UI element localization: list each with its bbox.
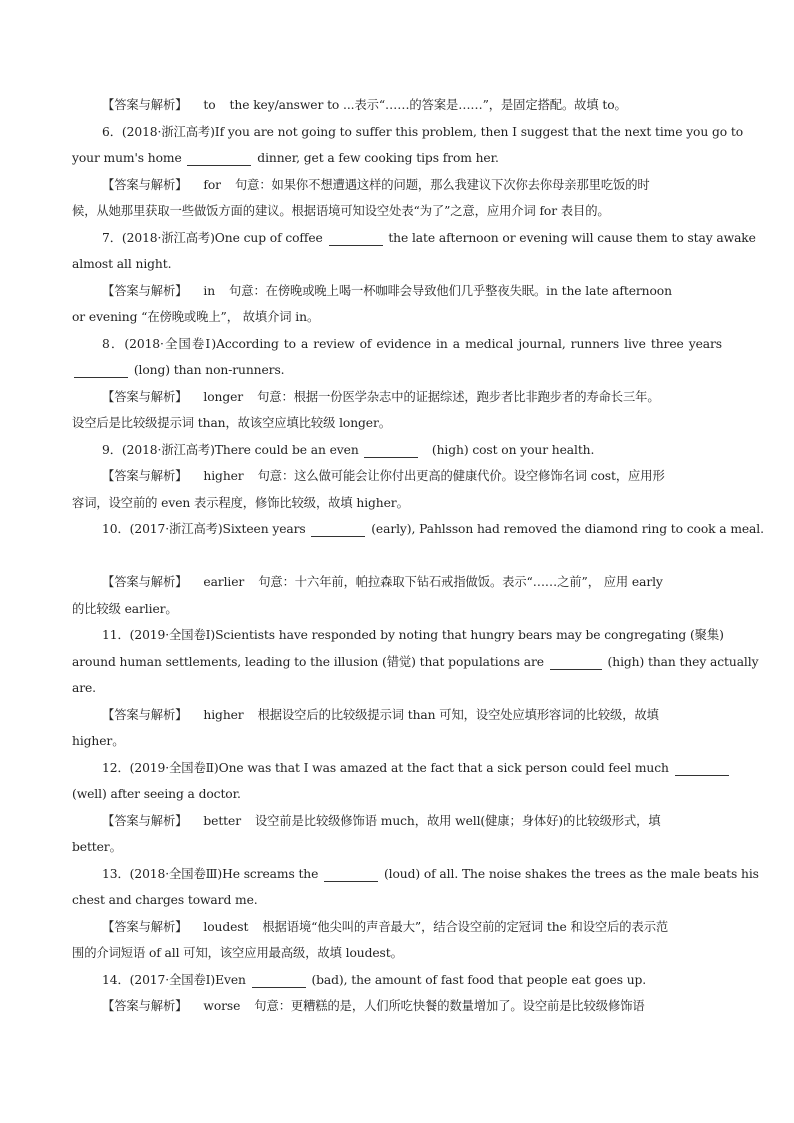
answer-tag: 【答案与解析】 xyxy=(102,469,188,483)
question-10-line-1: 10．(2017·浙江高考)Sixteen years (early), Pahlsson had removed the diamond ring to cook a meal. xyxy=(102,522,764,536)
question-9-line-1: 9．(2018·浙江高考)There could be an even (high) cost on your health. xyxy=(102,442,595,457)
answer-word: worse xyxy=(203,999,241,1013)
answer-9-line-1: 【答案与解析】 higher 句意：这么做可能会让你付出更高的健康代价。设空修饰名词 cost，应用形 xyxy=(72,463,722,490)
question-8-line-1: 8．(2018·全国卷Ⅰ)According to a review of evidence in a medical journal, runners live three years xyxy=(102,336,722,351)
answer-12-line-1: 【答案与解析】 better 设空前是比较级修饰语 much，故用 well(健康；身体好)的比较级形式，填 xyxy=(72,808,722,835)
answer-blank xyxy=(329,229,383,246)
question-13-line-2: chest and charges toward me. xyxy=(72,893,258,907)
answer-word: higher xyxy=(203,707,244,722)
answer-13-line-2: 围的介词短语 of all 可知，该空应用最高级，故填 loudest。 xyxy=(72,946,403,960)
answer-tag: 【答案与解析】 xyxy=(102,283,188,298)
answer-blank xyxy=(675,759,729,776)
answer-6-line-2: 候，从她那里获取一些做饭方面的建议。根据语境可知设空处表“为了”之意，应用介词 for 表目的。 xyxy=(72,204,610,218)
spacer xyxy=(72,543,722,570)
answer-7-line-1: 【答案与解析】 in 句意：在傍晚或晚上喝一杯咖啡会导致他们几乎整夜失眠。in the late afternoon xyxy=(72,278,722,305)
answer-9-line-2: 容词，设空前的 even 表示程度，修饰比较级，故填 higher。 xyxy=(72,495,409,510)
question-11-line-2: around human settlements, leading to the illusion (错觉) that populations are (high) than they actually xyxy=(72,654,759,669)
document-page xyxy=(72,92,764,1020)
answer-8-line-2: 设空后是比较级提示词 than，故该空应填比较级 longer。 xyxy=(72,416,391,430)
answer-word: better xyxy=(203,813,241,828)
answer-11-line-2: higher。 xyxy=(72,734,125,748)
answer-tag: 【答案与解析】 xyxy=(102,999,188,1013)
answer-tag: 【答案与解析】 xyxy=(102,919,188,934)
answer-word: loudest xyxy=(203,919,249,934)
answer-13-line-1: 【答案与解析】 loudest 根据语境“他尖叫的声音最大”，结合设空前的定冠词 the 和设空后的表示范 xyxy=(72,914,722,941)
question-12-line-2: (well) after seeing a doctor. xyxy=(72,787,241,801)
question-6-line-1: 6．(2018·浙江高考)If you are not going to suffer this problem, then I suggest that the next time you go to xyxy=(102,124,744,139)
answer-blank xyxy=(74,361,128,378)
answer-8-line-1: 【答案与解析】 longer 句意：根据一份医学杂志中的证据综述，跑步者比非跑步者的寿命长三年。 xyxy=(72,384,722,411)
answer-tag: 【答案与解析】 xyxy=(102,575,188,589)
answer-6-line-1: 【答案与解析】 for 句意：如果你不想遭遇这样的问题，那么我建议下次你去你母亲那里吃饭的时 xyxy=(72,172,722,199)
answer-10-line-1: 【答案与解析】 earlier 句意：十六年前，帕拉森取下钻石戒指做饭。表示“……之前”， 应用 early xyxy=(72,569,722,596)
question-12-line-1: 12．(2019·全国卷Ⅱ)One was that I was amazed at the fact that a sick person could feel much xyxy=(72,755,722,782)
answer-line: 【答案与解析】 to the key/answer to ...表示“……的答案是……”，是固定搭配。故填 to。 xyxy=(72,92,722,119)
answer-12-line-2: better。 xyxy=(72,840,122,854)
answer-word: higher xyxy=(203,469,244,483)
answer-tag: 【答案与解析】 xyxy=(102,177,188,192)
answer-tag: 【答案与解析】 xyxy=(102,813,188,828)
answer-blank xyxy=(364,441,418,458)
question-6-line-2: your mum's home dinner, get a few cooking tips from her. xyxy=(72,151,499,165)
answer-word: in xyxy=(203,283,216,298)
question-13-line-1: 13．(2018·全国卷Ⅲ)He screams the (loud) of all. The noise shakes the trees as the male beats his xyxy=(102,866,759,881)
answer-word: for xyxy=(203,177,221,192)
answer-word: longer xyxy=(203,389,244,404)
answer-tag: 【答案与解析】 xyxy=(102,707,188,722)
answer-blank xyxy=(311,520,365,537)
question-14-line-1: 14．(2017·全国卷Ⅰ)Even (bad), the amount of fast food that people eat goes up. xyxy=(102,972,647,987)
answer-blank xyxy=(252,971,306,988)
answer-tag: 【答案与解析】 xyxy=(102,389,188,404)
answer-blank xyxy=(187,149,251,166)
answer-tag: 【答案与解析】 xyxy=(102,98,188,112)
answer-blank xyxy=(324,865,378,882)
answer-blank xyxy=(550,653,602,670)
question-11-line-1: 11．(2019·全国卷Ⅰ)Scientists have responded by noting that hungry bears may be congregating (聚集) xyxy=(102,628,724,642)
answer-11-line-1: 【答案与解析】 higher 根据设空后的比较级提示词 than 可知，设空处应填形容词的比较级，故填 xyxy=(72,702,722,729)
answer-10-line-2: 的比较级 earlier。 xyxy=(72,601,178,616)
answer-7-line-2: or evening “在傍晚或晚上”， 故填介词 in。 xyxy=(72,310,320,324)
question-8-line-2: (long) than non-runners. xyxy=(72,357,722,384)
answer-word: earlier xyxy=(203,575,245,589)
answer-word: to xyxy=(203,98,216,112)
question-7-line-2: almost all night. xyxy=(72,257,172,271)
question-7-line-1: 7．(2018·浙江高考)One cup of coffee the late afternoon or evening will cause them to stay awake xyxy=(102,230,756,245)
question-11-line-3: are. xyxy=(72,681,96,695)
answer-14-line-1: 【答案与解析】 worse 句意：更糟糕的是，人们所吃快餐的数量增加了。设空前是比较级修饰语 xyxy=(72,993,722,1020)
